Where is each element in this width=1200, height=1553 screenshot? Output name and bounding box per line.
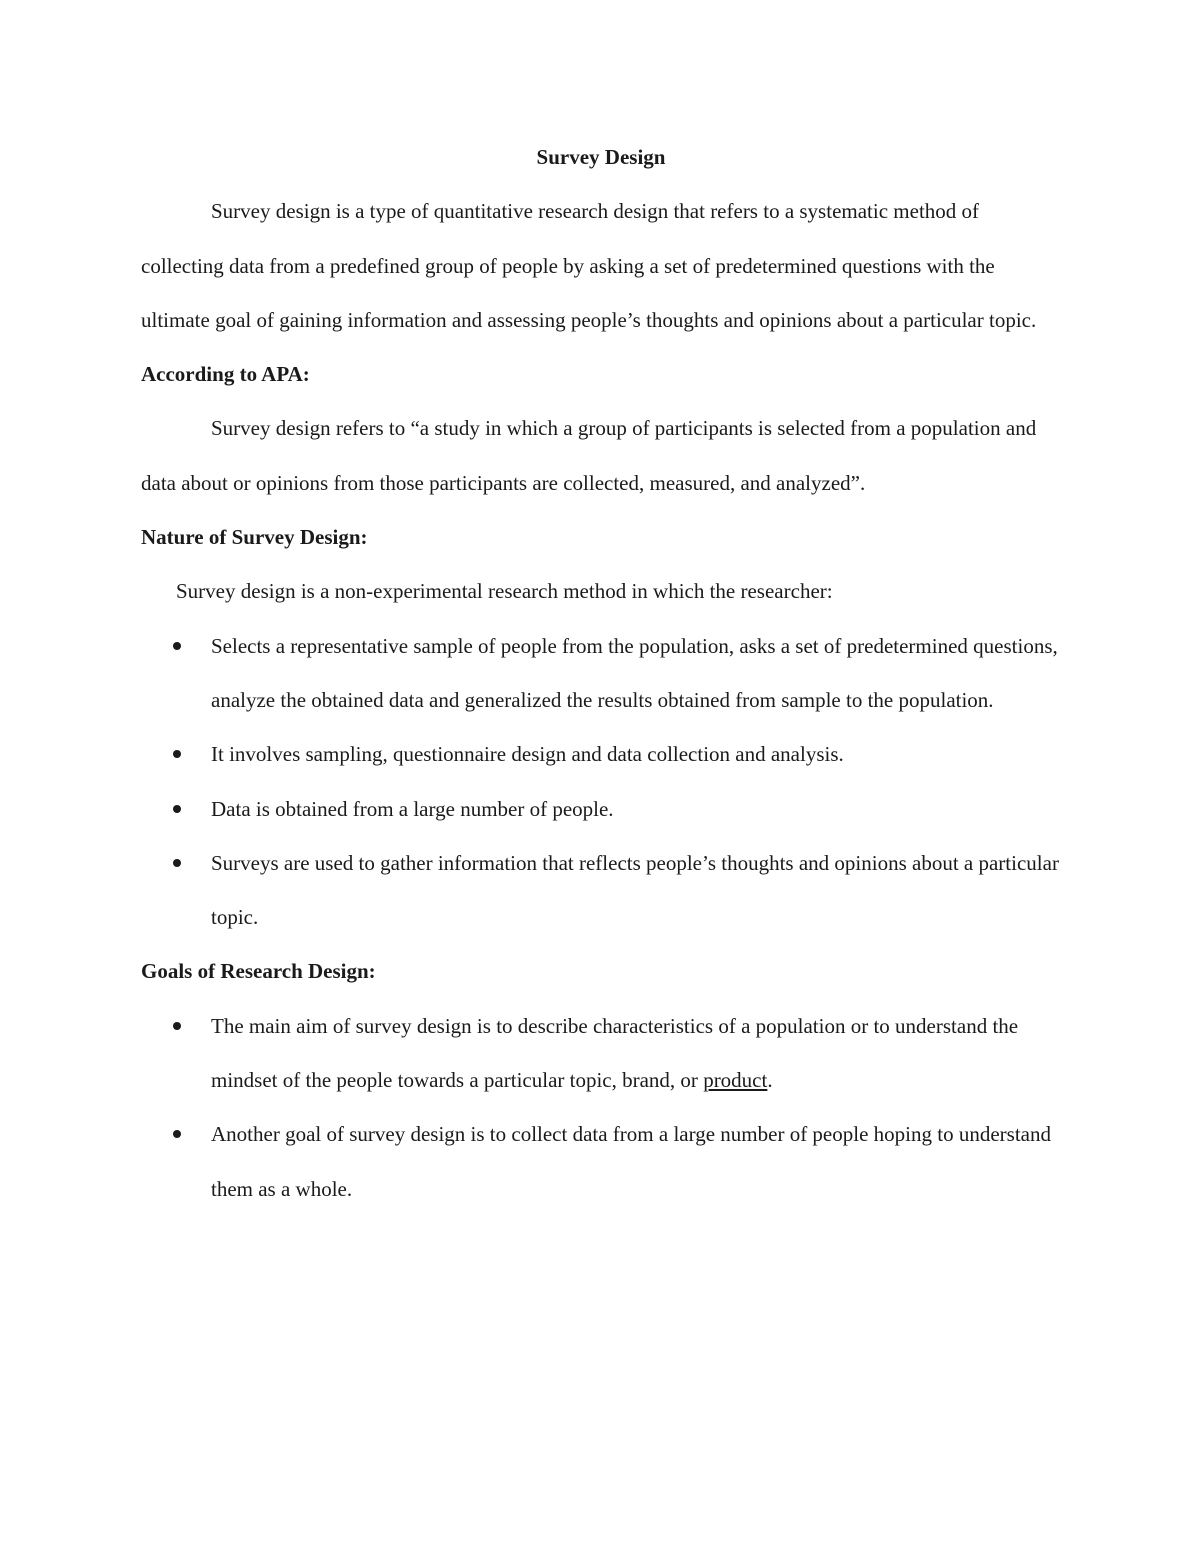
goals-heading: Goals of Research Design:	[141, 959, 376, 984]
product-link[interactable]: product	[703, 1068, 768, 1093]
document-content	[141, 130, 1061, 1216]
list-item-end: .	[767, 1068, 773, 1093]
list-item-text: Surveys are used to gather information that reflects people’s thoughts and opinions about a particular topic.	[211, 850, 1059, 930]
bullet-icon	[173, 750, 181, 758]
bullet-icon	[173, 642, 181, 650]
bullet-icon	[173, 1022, 181, 1030]
bullet-icon	[173, 1130, 181, 1138]
list-item-text: Selects a representative sample of people from the population, asks a set of predetermined questions, analyze the obtained data and generalized the results obtained from sample to the population.	[211, 633, 1058, 712]
list-item	[211, 619, 1061, 728]
intro-paragraph: Survey design is a type of quantitative research design that refers to a systematic method of collecting data from a predefined group of people by asking a set of predetermined questions with the ultimate goal of gaining information and assessing people’s thoughts and opinions about a particular topic.	[141, 199, 1037, 332]
list-item-text: Another goal of survey design is to collect data from a large number of people hoping to understand them as a whole.	[211, 1122, 1051, 1201]
document-title: Survey Design	[536, 145, 666, 169]
list-item-text: Data is obtained from a large number of people.	[211, 796, 614, 821]
list-item	[211, 1107, 1061, 1216]
list-item	[211, 836, 1061, 945]
apa-heading: According to APA:	[141, 362, 310, 387]
list-item	[211, 999, 1061, 1108]
list-item-text: The main aim of survey design is to describe characteristics of a population or to understand the mindset of the people towards a particular topic, brand, or	[211, 1013, 1019, 1093]
list-item-text: It involves sampling, questionnaire design and data collection and analysis.	[211, 742, 844, 767]
apa-paragraph: Survey design refers to “a study in which a group of participants is selected from a population and data about or opinions from those participants are collected, measured, and analyzed”.	[141, 416, 1037, 495]
goals-bullet-list	[141, 999, 1061, 1216]
nature-intro: Survey design is a non-experimental research method in which the researcher:	[176, 579, 833, 604]
nature-bullet-list	[141, 619, 1061, 945]
list-item	[211, 727, 1061, 781]
bullet-icon	[173, 859, 181, 867]
nature-heading: Nature of Survey Design:	[141, 525, 368, 550]
bullet-icon	[173, 805, 181, 813]
list-item	[211, 782, 1061, 836]
